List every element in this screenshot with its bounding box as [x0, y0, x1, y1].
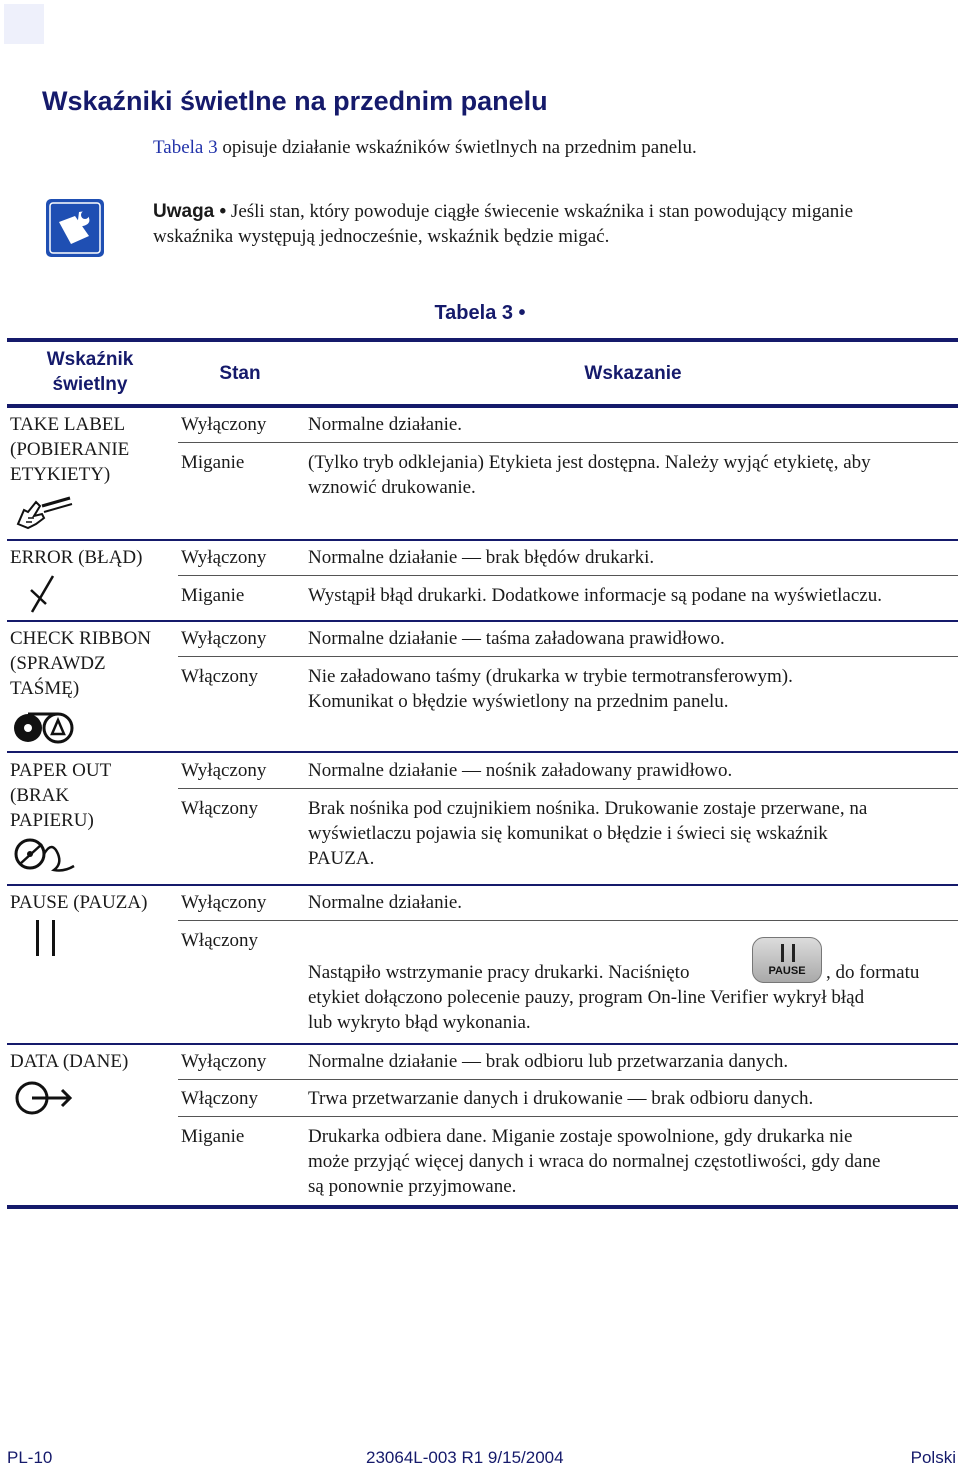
desc-paper-on-line-2: wyświetlaczu pojawia się komunikat o błędzie i świeci się wskaźnik	[308, 823, 828, 844]
state-data-blink: Miganie	[181, 1126, 245, 1147]
desc-take-label-blink-line-2: wznowić drukowanie.	[308, 477, 476, 498]
row-divider	[178, 442, 958, 443]
indicator-pause: PAUSE (PAUZA)	[10, 892, 148, 913]
state-data-off: Wyłączony	[181, 1051, 267, 1072]
table-title: Tabela 3 •	[434, 302, 526, 324]
paper-out-icon	[12, 836, 78, 876]
state-pause-on: Włączony	[181, 930, 259, 951]
row-separator	[7, 620, 958, 622]
note-hand-icon	[45, 198, 105, 258]
indicator-check-ribbon	[10, 626, 151, 701]
row-separator	[7, 751, 958, 753]
desc-ribbon-on-line-2: Komunikat o błędzie wyświetlony na przednim panelu.	[308, 691, 729, 712]
header-indicator-line-2: świetlny	[52, 374, 128, 395]
desc-ribbon-off: Normalne działanie — taśma załadowana prawidłowo.	[308, 628, 725, 649]
desc-data-blink-line-1: Drukarka odbiera dane. Miganie zostaje spowolnione, gdy drukarka nie	[308, 1126, 853, 1147]
page-heading: Wskaźniki świetlne na przednim panelu	[42, 86, 548, 116]
intro-paragraph	[153, 137, 697, 159]
data-icon	[12, 1078, 74, 1118]
take-label-hand-icon	[14, 494, 76, 532]
indicator-paper-out-line-1: PAPER OUT	[10, 760, 112, 781]
pause-bars-icon	[781, 944, 795, 962]
pause-key-label: PAUSE	[768, 965, 806, 977]
table-link[interactable]: Tabela 3	[153, 137, 218, 158]
footer-doc-id: 23064L-003 R1 9/15/2004	[366, 1448, 564, 1467]
indicator-paper-out	[10, 758, 111, 833]
desc-ribbon-on	[308, 664, 793, 714]
indicator-check-ribbon-line-2: (SPRAWDZ	[10, 653, 106, 674]
row-divider	[178, 920, 958, 921]
table-top-rule	[7, 338, 958, 342]
desc-data-blink-line-3: są ponownie przyjmowane.	[308, 1176, 517, 1197]
state-error-off: Wyłączony	[181, 547, 267, 568]
row-separator	[7, 1043, 958, 1045]
pause-key-icon	[752, 937, 822, 983]
desc-pause-on-lines	[308, 985, 864, 1035]
desc-pause-on-line-2: etykiet dołączono polecenie pauzy, program On-line Verifier wykrył błąd	[308, 987, 865, 1008]
header-meaning: Wskazanie	[584, 363, 682, 384]
indicator-take-label-line-2: (POBIERANIE	[10, 439, 130, 460]
desc-pause-on-line-1a: Nastąpiło wstrzymanie pracy drukarki. Naciśnięto	[308, 962, 690, 983]
note-line-1: Jeśli stan, który powoduje ciągłe świecenie wskaźnika i stan powodujący miganie	[226, 201, 854, 222]
row-divider	[178, 1079, 958, 1080]
note-line-2: wskaźnika występują jednocześnie, wskaźnik będzie migać.	[153, 226, 610, 247]
state-pause-off: Wyłączony	[181, 892, 267, 913]
row-separator	[7, 539, 958, 541]
desc-data-on: Trwa przetwarzanie danych i drukowanie — brak odbioru danych.	[308, 1088, 814, 1109]
header-bottom-rule	[7, 404, 958, 408]
state-paper-on: Włączony	[181, 798, 259, 819]
desc-ribbon-on-line-1: Nie załadowano taśmy (drukarka w trybie termotransferowym).	[308, 666, 793, 687]
header-indicator	[30, 347, 150, 397]
indicator-data: DATA (DANE)	[10, 1051, 129, 1072]
indicator-paper-out-line-2: (BRAK	[10, 785, 70, 806]
intro-text: opisuje działanie wskaźników świetlnych na przednim panelu.	[217, 137, 697, 158]
header-indicator-line-1: Wskaźnik	[46, 349, 134, 370]
desc-paper-off: Normalne działanie — nośnik załadowany prawidłowo.	[308, 760, 733, 781]
corner-marker	[4, 4, 44, 44]
row-divider	[178, 788, 958, 789]
state-take-label-off: Wyłączony	[181, 414, 267, 435]
desc-take-label-blink-line-1: (Tylko tryb odklejania) Etykieta jest dostępna. Należy wyjąć etykietę, aby	[308, 452, 871, 473]
state-error-blink: Miganie	[181, 585, 245, 606]
indicator-take-label-line-1: TAKE LABEL	[10, 414, 126, 435]
desc-error-off: Normalne działanie — brak błędów drukarki.	[308, 547, 655, 568]
state-data-on: Włączony	[181, 1088, 259, 1109]
desc-data-blink-line-2: może przyjąć więcej danych i wraca do normalnej częstotliwości, gdy dane	[308, 1151, 881, 1172]
desc-pause-on-line-3: lub wykryto błąd wykonania.	[308, 1012, 531, 1033]
indicator-paper-out-line-3: PAPIERU)	[10, 810, 94, 831]
state-ribbon-off: Wyłączony	[181, 628, 267, 649]
indicator-check-ribbon-line-3: TAŚMĘ)	[10, 678, 80, 699]
indicator-error: ERROR (BŁĄD)	[10, 547, 143, 568]
desc-take-label-blink	[308, 450, 871, 500]
desc-paper-on-line-1: Brak nośnika pod czujnikiem nośnika. Drukowanie zostaje przerwane, na	[308, 798, 868, 819]
desc-paper-on	[308, 796, 867, 871]
desc-pause-on-line-1b: , do formatu	[826, 962, 920, 983]
row-divider	[178, 656, 958, 657]
header-state: Stan	[219, 363, 261, 384]
footer-language: Polski	[910, 1448, 956, 1467]
desc-paper-on-line-3: PAUZA.	[308, 848, 375, 869]
row-divider	[178, 1116, 958, 1117]
desc-pause-off: Normalne działanie.	[308, 892, 463, 913]
ribbon-icon	[12, 708, 76, 744]
state-paper-off: Wyłączony	[181, 760, 267, 781]
table-bottom-rule	[7, 1205, 958, 1209]
footer-page-number: PL-10	[7, 1448, 53, 1467]
row-divider	[178, 575, 958, 576]
pause-icon	[34, 918, 58, 958]
state-ribbon-on: Włączony	[181, 666, 259, 687]
indicator-take-label-line-3: ETYKIETY)	[10, 464, 111, 485]
indicator-take-label	[10, 412, 129, 487]
desc-take-label-off: Normalne działanie.	[308, 414, 463, 435]
desc-error-blink: Wystąpił błąd drukarki. Dodatkowe informacje są podane na wyświetlaczu.	[308, 585, 882, 606]
state-take-label-blink: Miganie	[181, 452, 245, 473]
note-text	[153, 199, 943, 249]
desc-data-blink	[308, 1124, 880, 1199]
indicator-check-ribbon-line-1: CHECK RIBBON	[10, 628, 151, 649]
error-icon	[28, 574, 56, 614]
row-separator	[7, 884, 958, 886]
note-label: Uwaga •	[153, 201, 227, 222]
desc-data-off: Normalne działanie — brak odbioru lub przetwarzania danych.	[308, 1051, 789, 1072]
